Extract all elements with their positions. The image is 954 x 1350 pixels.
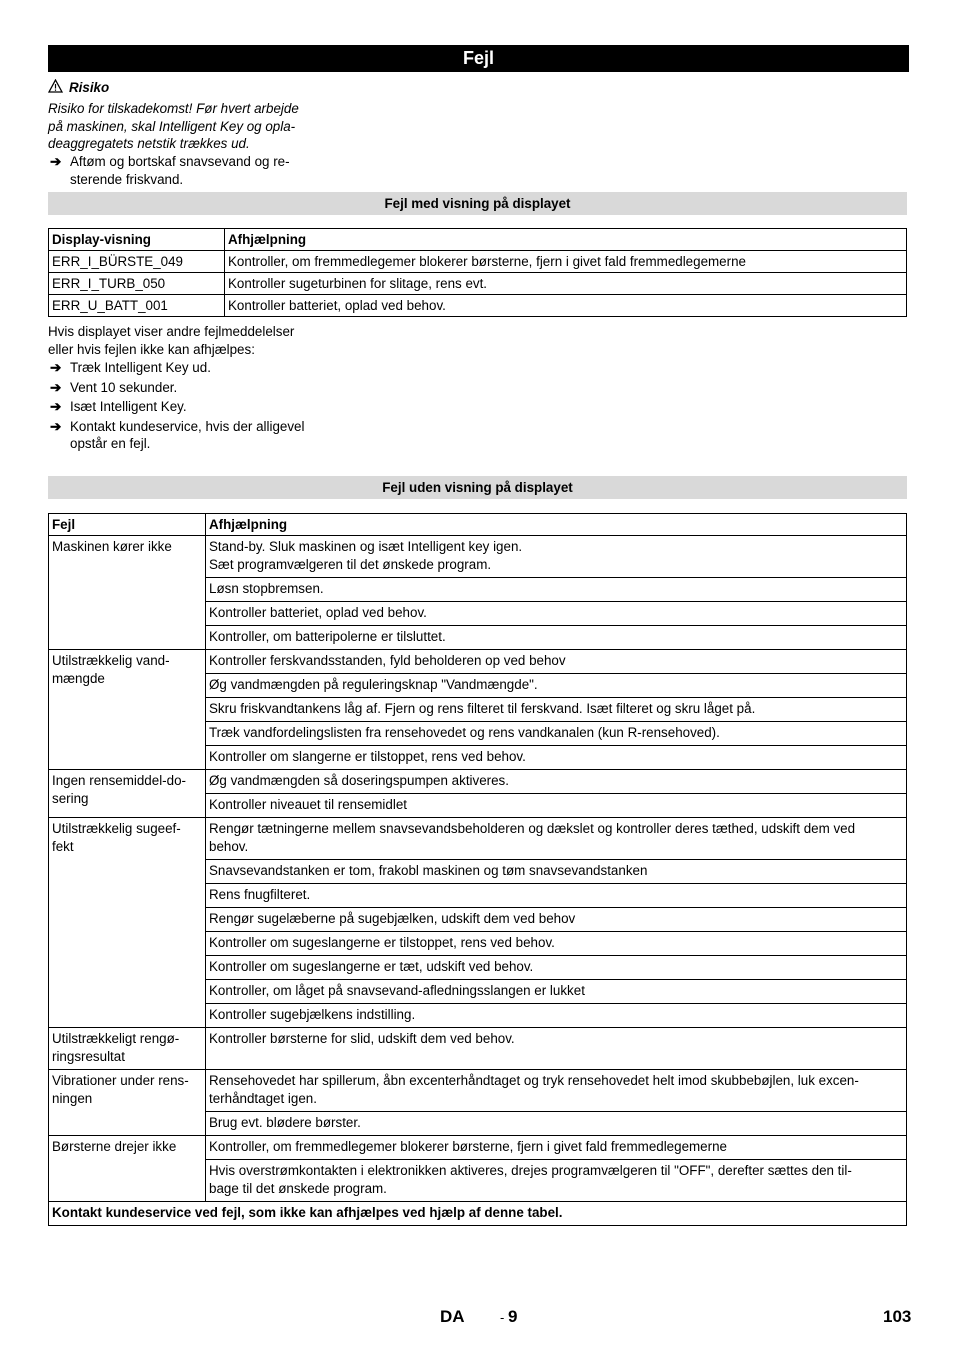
remedy-cell	[206, 818, 907, 860]
table-row	[49, 1136, 907, 1160]
remedy-cell	[206, 860, 907, 884]
remedy-line: Rengør tætningerne mellem snavsevandsbeholderen og dækslet og kontroller deres tæthed, udskift dem ved	[209, 821, 856, 836]
section-heading-no-display: Fejl uden visning på displayet	[48, 476, 907, 499]
remedy-cell	[206, 980, 907, 1004]
table-row	[49, 1070, 907, 1112]
fault-line: fekt	[52, 839, 74, 854]
step-line: Isæt Intelligent Key.	[70, 399, 187, 414]
fault-line: mængde	[52, 671, 105, 686]
error-code: ERR_I_BÜRSTE_049	[49, 251, 225, 273]
remedy-line: Træk vandfordelingslisten fra rensehovedet og rens vandkanalen (kun R-rensehoved).	[209, 725, 720, 740]
step-item	[48, 379, 348, 397]
fault-cell	[49, 818, 206, 1028]
remedy-line: Øg vandmængden så doseringspumpen aktiveres.	[209, 773, 509, 788]
table-row	[49, 1028, 907, 1070]
fault-line: Utilstrækkelig vand-	[52, 653, 170, 668]
table-row	[49, 650, 907, 674]
fault-line: Maskinen kører ikke	[52, 539, 172, 554]
table-header-row	[49, 514, 907, 536]
step-item	[48, 153, 338, 188]
remedy-cell	[206, 536, 907, 578]
step-line: Kontakt kundeservice, hvis der alligevel	[70, 418, 305, 434]
column-header: Afhjælpning	[206, 514, 907, 536]
table-row	[49, 295, 907, 317]
remedy-line: Kontroller om sugeslangerne er tæt, udskift ved behov.	[209, 959, 534, 974]
error-code: ERR_I_TURB_050	[49, 273, 225, 295]
fault-cell	[49, 770, 206, 818]
remedy-cell	[206, 650, 907, 674]
remedy-line: Rens fnugfilteret.	[209, 887, 311, 902]
remedy-cell	[206, 626, 907, 650]
remedy-line: Kontroller ferskvandsstanden, fyld beholderen op ved behov	[209, 653, 566, 668]
remedy-line: Snavsevandstanken er tom, frakobl maskinen og tøm snavsevandstanken	[209, 863, 648, 878]
remedy-cell	[206, 932, 907, 956]
remedy-line: Stand-by. Sluk maskinen og isæt Intelligent key igen.	[209, 539, 523, 554]
remedy-cell	[206, 674, 907, 698]
remedy-cell	[206, 1004, 907, 1028]
arrow-right-icon: ➔	[50, 154, 62, 169]
arrow-right-icon: ➔	[50, 360, 62, 375]
fault-line: ringsresultat	[52, 1049, 125, 1064]
remedy-cell	[206, 722, 907, 746]
display-error-table	[48, 228, 907, 317]
warning-line: Risiko for tilskadekomst! Før hvert arbejde	[48, 101, 299, 116]
warning-text	[48, 100, 338, 153]
fault-line: ningen	[52, 1091, 93, 1106]
remedy-line	[209, 1048, 903, 1066]
step-line: Træk Intelligent Key ud.	[70, 360, 211, 375]
remedy: Kontroller, om fremmedlegemer blokerer børsterne, fjern i givet fald fremmedlegemerne	[225, 251, 907, 273]
fault-line: Børsterne drejer ikke	[52, 1139, 177, 1154]
remedy-cell	[206, 1160, 907, 1202]
error-code: ERR_U_BATT_001	[49, 295, 225, 317]
remedy-line: bage til det ønskede program.	[209, 1181, 387, 1196]
table-header-row	[49, 229, 907, 251]
remedy-cell	[206, 746, 907, 770]
remedy-cell	[206, 602, 907, 626]
table-row	[49, 770, 907, 794]
warning-line: deaggregatets netstik trækkes ud.	[48, 136, 250, 151]
remedy-cell	[206, 698, 907, 722]
remedy-line: Kontroller, om batteripolerne er tilsluttet.	[209, 629, 446, 644]
remedy-cell	[206, 884, 907, 908]
remedy-line: Øg vandmængden på reguleringsknap "Vandmængde".	[209, 677, 538, 692]
remedy-line: Sæt programvælgeren til det ønskede program.	[209, 557, 492, 572]
fault-cell	[49, 1028, 206, 1070]
remedy-line: Kontroller om slangerne er tilstoppet, rens ved behov.	[209, 749, 526, 764]
remedy-line: terhåndtaget igen.	[209, 1091, 317, 1106]
step-item	[48, 418, 348, 453]
footer-section-page: - 9	[500, 1307, 518, 1326]
remedy-line: Kontroller børsterne for slid, udskift dem ved behov.	[209, 1031, 515, 1046]
step-line: Vent 10 sekunder.	[70, 379, 178, 395]
remedy: Kontroller sugeturbinen for slitage, rens evt.	[225, 273, 907, 295]
fault-line: sering	[52, 791, 89, 806]
table-row	[49, 818, 907, 860]
footer-section-page-number: 9	[507, 1307, 518, 1326]
remedy-cell	[206, 1070, 907, 1112]
step-line: Aftøm og bortskaf snavsevand og re-	[70, 154, 290, 169]
arrow-right-icon: ➔	[50, 379, 62, 395]
remedy-line: Hvis overstrømkontakten i elektronikken aktiveres, drejes programvælgeren til "OFF", derefter sættes den til-	[209, 1163, 852, 1178]
remedy-cell	[206, 794, 907, 818]
intro-line: Hvis displayet viser andre fejlmeddelelser	[48, 324, 295, 339]
remedy-line: Kontroller sugebjælkens indstilling.	[209, 1007, 416, 1022]
warning-heading-text: Risiko	[69, 80, 110, 95]
arrow-right-icon: ➔	[50, 418, 62, 434]
footer-lang: DA	[440, 1307, 465, 1326]
fault-line: Vibrationer under rens-	[52, 1073, 189, 1088]
column-header: Afhjælpning	[225, 229, 907, 251]
remedy-line: Skru friskvandtankens låg af. Fjern og rens filteret til ferskvand. Isæt filteret og skru låget på.	[209, 701, 756, 716]
other-errors	[48, 323, 348, 453]
remedy-line: behov.	[209, 839, 249, 854]
remedy-cell	[206, 908, 907, 932]
remedy-line: Kontroller, om låget på snavsevand-afledningsslangen er lukket	[209, 983, 585, 998]
remedy-line: Rensehovedet har spillerum, åbn excenterhåndtaget og tryk rensehovedet helt imod skubbebøjlen, luk excen-	[209, 1073, 859, 1088]
step-item	[48, 359, 348, 377]
remedy-line: Kontroller batteriet, oplad ved behov.	[209, 605, 427, 620]
step-line: sterende friskvand.	[70, 171, 184, 187]
table-row	[49, 251, 907, 273]
fault-cell	[49, 650, 206, 770]
step-item	[48, 398, 348, 416]
remedy-line: Rengør sugelæberne på sugebjælken, udskift dem ved behov	[209, 911, 576, 926]
remedy-line: Kontroller om sugeslangerne er tilstoppet, rens ved behov.	[209, 935, 555, 950]
footer-note: Kontakt kundeservice ved fejl, som ikke kan afhjælpes ved hjælp af denne tabel.	[49, 1202, 907, 1226]
table-footer-row	[49, 1202, 907, 1226]
remedy-cell	[206, 578, 907, 602]
table-row	[49, 273, 907, 295]
column-header: Fejl	[49, 514, 206, 536]
fault-table	[48, 513, 907, 1226]
table-row	[49, 536, 907, 578]
step-line: opstår en fejl.	[70, 436, 151, 451]
fault-line: Ingen rensemiddel-do-	[52, 773, 186, 788]
remedy-line: Brug evt. blødere børster.	[209, 1115, 361, 1130]
remedy-cell	[206, 770, 907, 794]
fault-cell	[49, 1070, 206, 1136]
intro-line: eller hvis fejlen ikke kan afhjælpes:	[48, 341, 255, 357]
warning-step	[48, 153, 338, 188]
fault-line: Utilstrækkeligt rengø-	[52, 1031, 180, 1046]
fault-line: Utilstrækkelig sugeef-	[52, 821, 181, 836]
section-heading-display: Fejl med visning på displayet	[48, 192, 907, 215]
footer-page-number: 103	[883, 1307, 912, 1326]
warning-heading	[48, 79, 338, 97]
remedy-cell	[206, 1112, 907, 1136]
warning-triangle-icon	[48, 79, 63, 93]
arrow-right-icon: ➔	[50, 399, 62, 414]
remedy-line: Kontroller niveauet til rensemidlet	[209, 797, 407, 812]
remedy-line: Løsn stopbremsen.	[209, 581, 324, 596]
remedy: Kontroller batteriet, oplad ved behov.	[225, 295, 907, 317]
page-title: Fejl	[48, 45, 909, 72]
warning-line: på maskinen, skal Intelligent Key og opla-	[48, 118, 296, 134]
fault-cell	[49, 1136, 206, 1202]
fault-cell	[49, 536, 206, 650]
remedy-line: Kontroller, om fremmedlegemer blokerer børsterne, fjern i givet fald fremmedlegemerne	[209, 1139, 727, 1154]
column-header: Display-visning	[49, 229, 225, 251]
remedy-cell	[206, 1136, 907, 1160]
remedy-cell	[206, 1028, 907, 1070]
remedy-cell	[206, 956, 907, 980]
